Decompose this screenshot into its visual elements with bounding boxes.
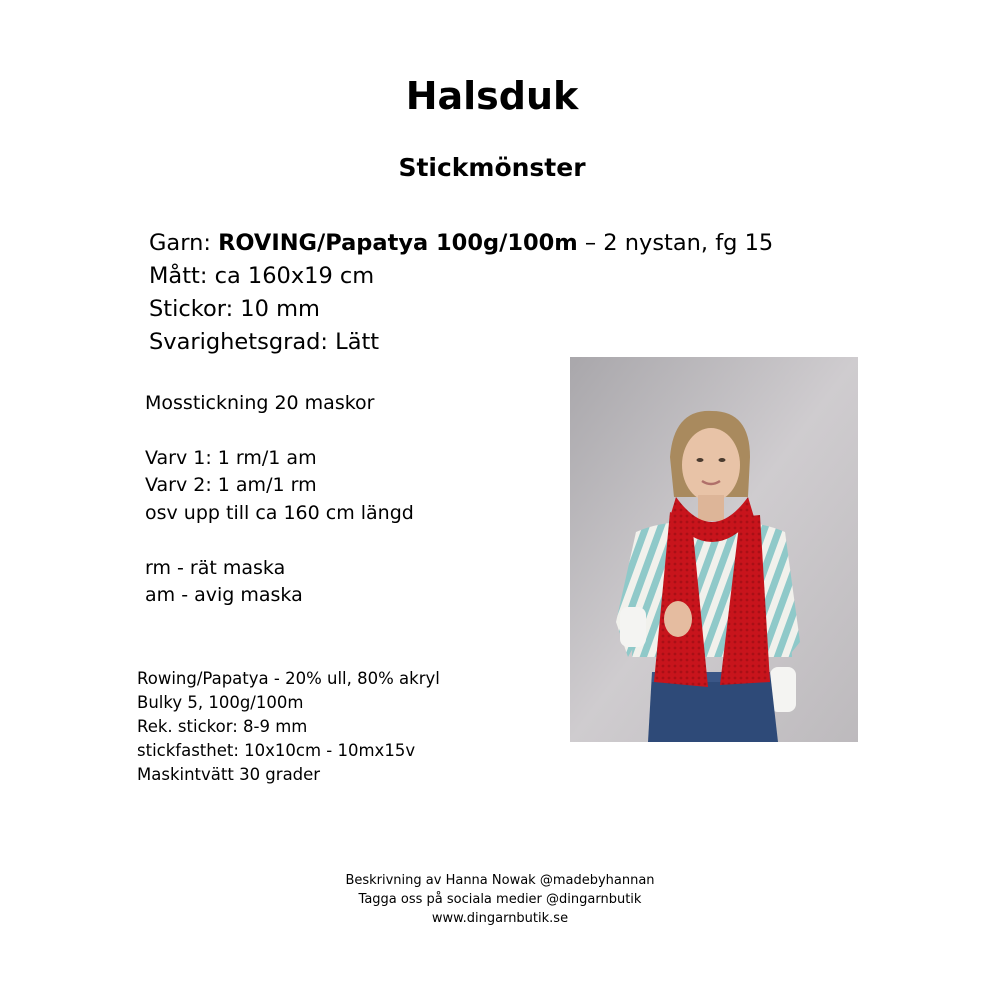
yarn-wash: Maskintvätt 30 grader: [137, 765, 321, 784]
yarn-weight: Bulky 5, 100g/100m: [137, 693, 304, 712]
pattern-repeat: osv upp till ca 160 cm längd: [145, 502, 414, 524]
page-subtitle: Stickmönster: [398, 153, 586, 182]
spec-yarn: [149, 230, 773, 256]
spec-yarn-prefix: Garn:: [149, 230, 219, 256]
yarn-content: Rowing/Papatya - 20% ull, 80% akryl: [137, 669, 440, 688]
footer-website: www.dingarnbutik.se: [431, 911, 569, 926]
yarn-needles: Rek. stickor: 8-9 mm: [137, 717, 308, 736]
abbreviation-rm: rm - rät maska: [145, 557, 286, 579]
footer-social: Tagga oss på sociala medier @dingarnbutik: [358, 892, 642, 907]
page-title: Halsduk: [405, 74, 579, 118]
spec-size: Mått: ca 160x19 cm: [149, 263, 375, 289]
spec-yarn-suffix: – 2 nystan, fg 15: [577, 230, 774, 256]
abbreviation-am: am - avig maska: [145, 584, 303, 606]
footer-credit: Beskrivning av Hanna Nowak @madebyhannan: [345, 873, 655, 888]
pattern-row-2: Varv 2: 1 am/1 rm: [145, 474, 317, 496]
model-photo: [570, 357, 858, 742]
spec-difficulty: Svarighetsgrad: Lätt: [149, 329, 380, 355]
yarn-gauge: stickfasthet: 10x10cm - 10mx15v: [137, 741, 416, 760]
pattern-row-1: Varv 1: 1 rm/1 am: [145, 447, 317, 469]
spec-needles: Stickor: 10 mm: [149, 296, 320, 322]
pattern-stitch: Mosstickning 20 maskor: [145, 392, 375, 414]
spec-yarn-name: ROVING/Papatya 100g/100m: [218, 230, 578, 256]
